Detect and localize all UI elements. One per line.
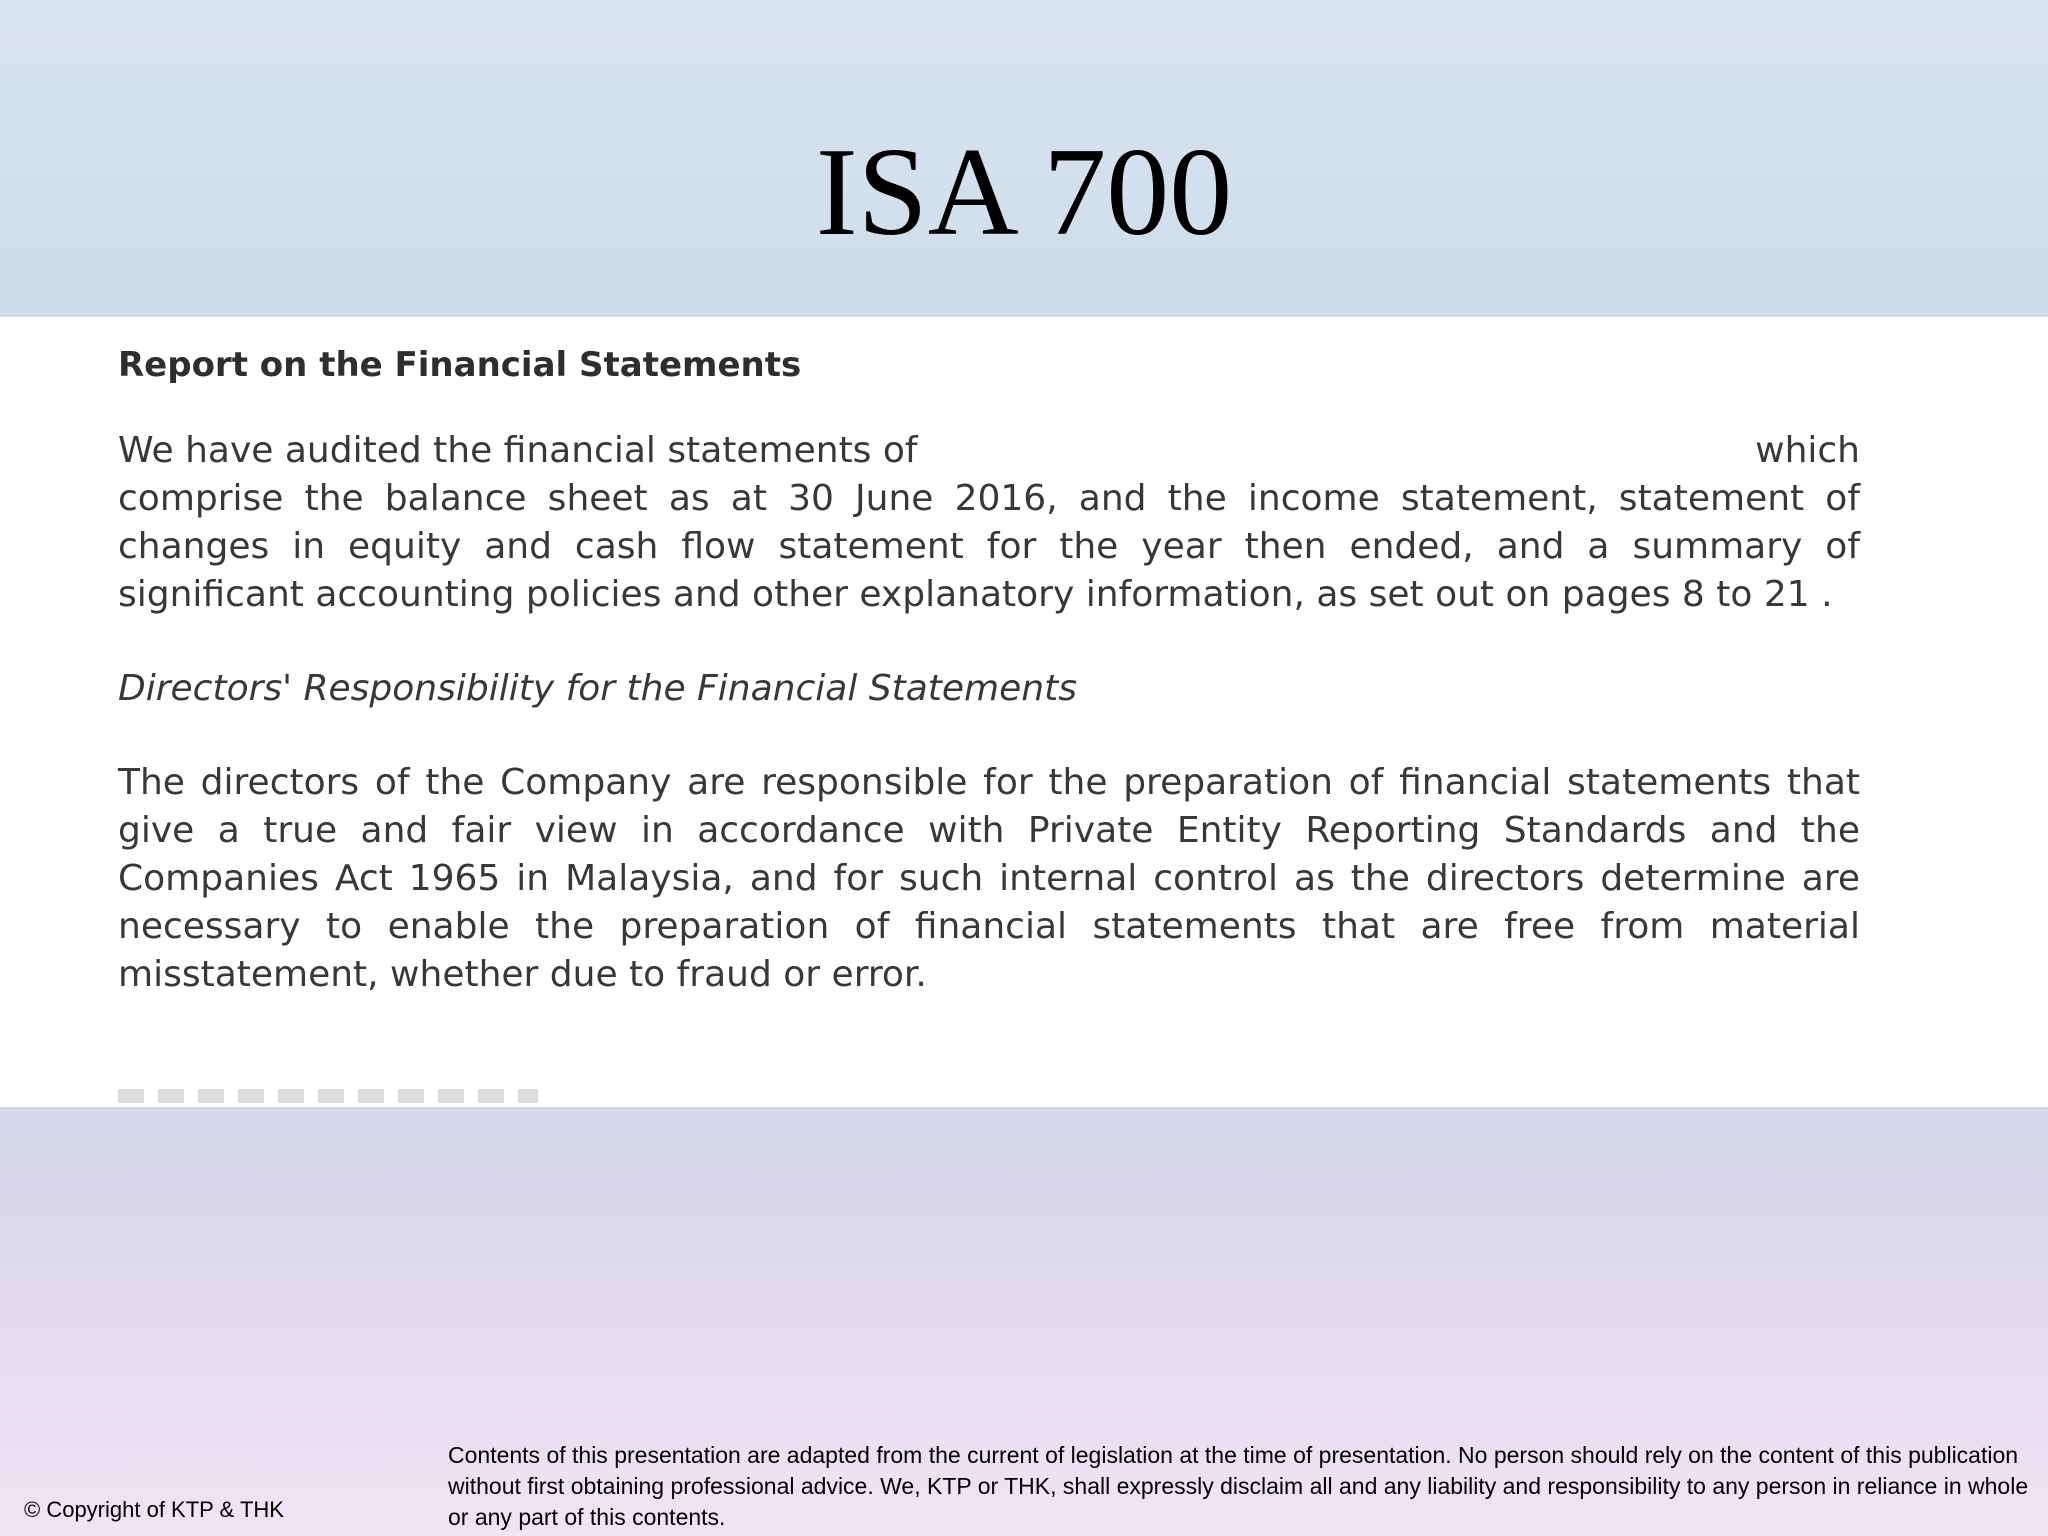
- document-excerpt: [0, 317, 2048, 1107]
- document-body: [118, 341, 1860, 1045]
- audit-scope-paragraph: [118, 427, 1860, 619]
- paragraph-first-line: [118, 427, 1860, 475]
- document-heading: Report on the Financial Statements: [118, 345, 802, 385]
- paragraph-first-line-end: which: [1755, 430, 1860, 471]
- disclaimer-text: Contents of this presentation are adapted from the current of legislation at the time of presentation. No person should rely on the content of this publication without first obtaining professional advice. We, KTP or THK, shall expressly disclaim all and any liability and responsibility to any person in reliance in whole or any part of this contents.: [448, 1442, 2029, 1530]
- redacted-company-name: [918, 427, 1756, 475]
- copyright-notice: © Copyright of KTP & THK: [24, 1497, 284, 1522]
- paragraph-first-line-start: We have audited the financial statements of: [118, 430, 918, 471]
- directors-responsibility-paragraph: The directors of the Company are responsible for the preparation of financial statements that give a true and fair view in accordance with Private Entity Reporting Standards and the Companies Act 1965 in Malaysia, and for such internal control as the directors determine are necessary to enable the preparation of financial statements that are free from material misstatement, whether due to fraud or error.: [118, 762, 1860, 995]
- paragraph-body: comprise the balance sheet as at 30 June 2016, and the income statement, statement of changes in equity and cash flow statement for the year then ended, and a summary of significant accounting policies and other explanatory information, as set out on pages 8 to 21 .: [118, 478, 1860, 615]
- cut-off-text-line: [118, 1089, 538, 1103]
- document-subheading: Directors' Responsibility for the Financial Statements: [118, 668, 1077, 709]
- slide-title: ISA 700: [815, 123, 1233, 262]
